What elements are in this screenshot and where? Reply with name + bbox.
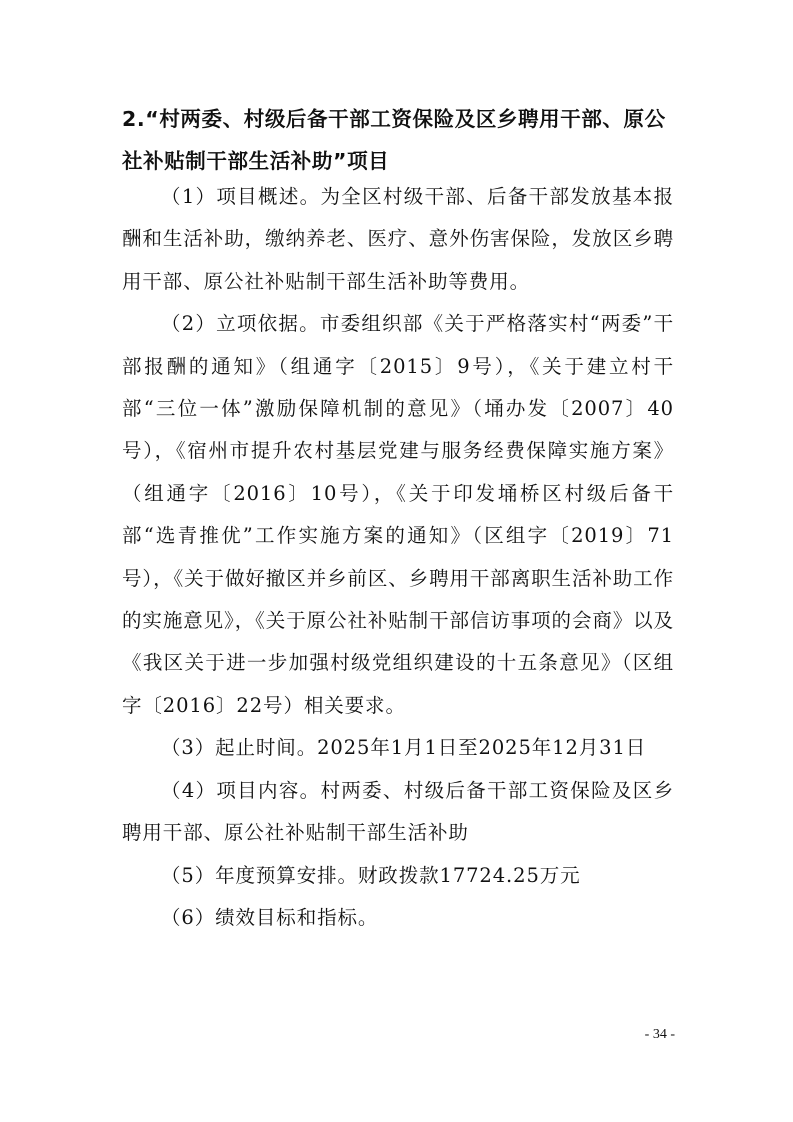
paragraph-period: （3）起止时间。2025年1月1日至2025年12月31日 [161,736,647,760]
section-heading: 2.“村两委、村级后备干部工资保险及区乡聘用干部、原公社补贴制干部生活补助”项目 [122,107,666,173]
paragraph-budget: （5）年度预算安排。财政拨款17724.25万元 [161,863,581,887]
page-number: - 34 - [644,1027,675,1042]
paragraph-basis: （2）立项依据。市委组织部《关于严格落实村“两委”干部报酬的通知》（组通字〔2015〕9号），《关于建立村干部“三位一体”激励保障机制的意见》（埇办发〔2007〕40号），《宿州市提升农村基层党建与服务经费保障实施方案》（组通字〔2016〕10号），《关于印发埇桥区村级后备干部“选青推优”工作实施方案的通知》（区组字〔2019〕71号），《关于做好撤区并乡前区、乡聘用干部离职生活补助工作的实施意见》，《关于原公社补贴制干部信访事项的会商》以及《我区关于进一步加强村级党组织建设的十五条意见》（区组字〔2016〕22号）相关要求。 [122,312,674,717]
paragraph-content: （4）项目内容。村两委、村级后备干部工资保险及区乡聘用干部、原公社补贴制干部生活补助 [122,778,674,845]
paragraph-overview: （1）项目概述。为全区村级干部、后备干部发放基本报酬和生活补助，缴纳养老、医疗、意外伤害保险，发放区乡聘用干部、原公社补贴制干部生活补助等费用。 [122,185,674,293]
body-text [122,176,674,939]
paragraph-targets: （6）绩效目标和指标。 [161,905,379,929]
